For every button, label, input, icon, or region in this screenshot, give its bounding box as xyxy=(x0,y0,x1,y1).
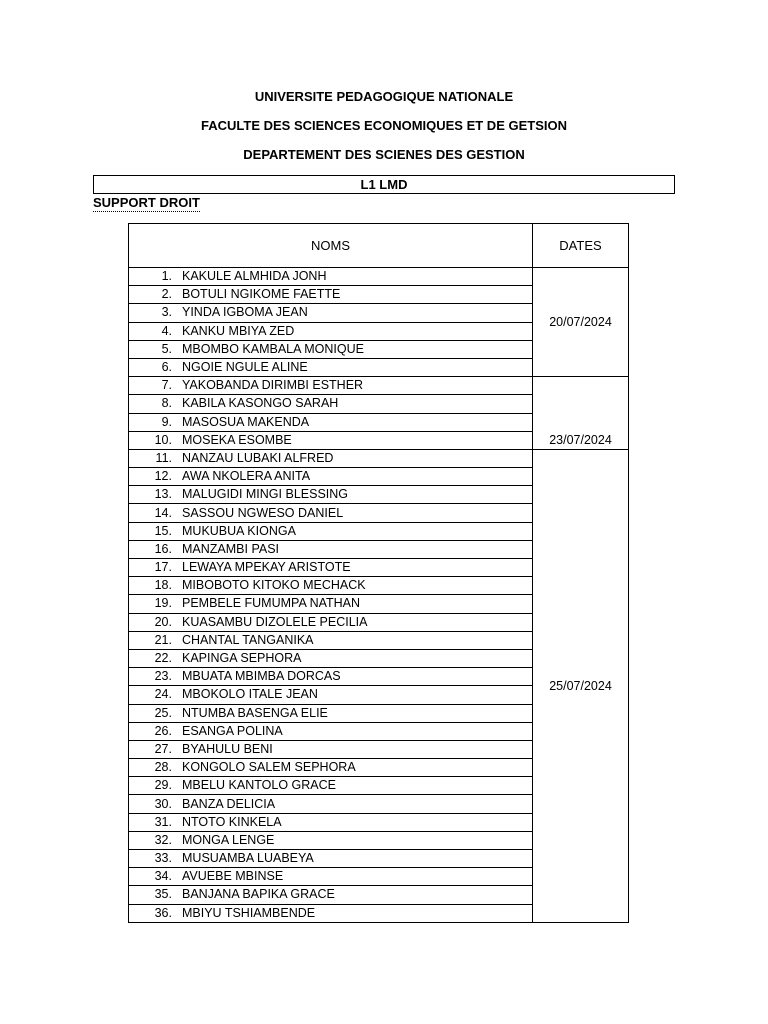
student-number: 31. xyxy=(154,814,172,829)
student-name-cell xyxy=(129,886,533,904)
student-name: NTOTO KINKELA xyxy=(182,814,282,829)
student-name: MONGA LENGE xyxy=(182,832,275,847)
student-name: MOSEKA ESOMBE xyxy=(182,432,292,447)
student-number: 2. xyxy=(161,287,172,302)
student-number: 32. xyxy=(154,832,172,847)
student-name-cell xyxy=(129,340,533,358)
student-name-cell xyxy=(129,595,533,613)
student-number: 23. xyxy=(154,669,172,684)
university-title: UNIVERSITE PEDAGOGIQUE NATIONALE xyxy=(254,89,514,104)
student-name-cell xyxy=(129,504,533,522)
student-number: 12. xyxy=(154,469,172,484)
student-name: MASOSUA MAKENDA xyxy=(182,414,310,429)
student-name-cell xyxy=(129,268,533,286)
student-name-cell xyxy=(129,286,533,304)
student-name-cell xyxy=(129,613,533,631)
student-number: 33. xyxy=(154,851,172,866)
student-number: 24. xyxy=(154,687,172,702)
student-name: SASSOU NGWESO DANIEL xyxy=(182,505,344,520)
student-name: BYAHULU BENI xyxy=(182,741,273,756)
student-number: 5. xyxy=(161,341,172,356)
student-number: 19. xyxy=(154,596,172,611)
student-name: BANZA DELICIA xyxy=(182,796,276,811)
student-name-cell xyxy=(129,831,533,849)
table-body xyxy=(129,268,629,923)
student-number: 11. xyxy=(155,450,172,465)
student-name: MUSUAMBA LUABEYA xyxy=(182,851,314,866)
student-name-cell xyxy=(129,377,533,395)
student-name-cell xyxy=(129,486,533,504)
table-header-row xyxy=(129,224,629,268)
level-box: L1 LMD xyxy=(93,175,675,194)
student-name: BANJANA BAPIKA GRACE xyxy=(182,887,335,902)
student-number: 22. xyxy=(154,651,172,666)
student-name: YINDA IGBOMA JEAN xyxy=(182,305,308,320)
student-number: 27. xyxy=(154,741,172,756)
subject-label: SUPPORT DROIT xyxy=(93,195,200,210)
student-name: KUASAMBU DIZOLELE PECILIA xyxy=(182,614,368,629)
student-name-cell xyxy=(129,322,533,340)
student-number: 15. xyxy=(154,523,172,538)
session-date-cell: 25/07/2024 xyxy=(533,449,629,922)
student-name: KABILA KASONGO SARAH xyxy=(182,396,339,411)
student-name: KANKU MBIYA ZED xyxy=(182,323,295,338)
student-name-cell xyxy=(129,759,533,777)
student-name-cell xyxy=(129,413,533,431)
student-number: 16. xyxy=(154,541,172,556)
student-name-cell xyxy=(129,868,533,886)
student-name: AVUEBE MBINSE xyxy=(182,869,284,884)
student-number: 25. xyxy=(154,705,172,720)
student-name-cell xyxy=(129,449,533,467)
student-name-cell xyxy=(129,522,533,540)
student-number: 36. xyxy=(154,905,172,920)
student-number: 14. xyxy=(154,505,172,520)
names-column-header: NOMS xyxy=(129,224,533,268)
session-date-cell: 20/07/2024 xyxy=(533,268,629,377)
student-name-cell xyxy=(129,304,533,322)
student-number: 4. xyxy=(161,323,172,338)
student-number: 35. xyxy=(154,887,172,902)
student-name: MUKUBUA KIONGA xyxy=(182,523,296,538)
student-name: PEMBELE FUMUMPA NATHAN xyxy=(182,596,361,611)
student-name: KAPINGA SEPHORA xyxy=(182,651,302,666)
student-name-cell xyxy=(129,813,533,831)
table-row xyxy=(129,377,629,395)
student-name-cell xyxy=(129,540,533,558)
student-number: 17. xyxy=(154,560,172,575)
student-name: MBOMBO KAMBALA MONIQUE xyxy=(182,341,364,356)
student-name: MBIYU TSHIAMBENDE xyxy=(182,905,316,920)
student-number: 29. xyxy=(154,778,172,793)
dates-column-header: DATES xyxy=(533,224,629,268)
student-name: NANZAU LUBAKI ALFRED xyxy=(182,450,334,465)
student-name-cell xyxy=(129,559,533,577)
student-number: 28. xyxy=(154,760,172,775)
student-number: 3. xyxy=(161,305,172,320)
table-row xyxy=(129,268,629,286)
student-name: KAKULE ALMHIDA JONH xyxy=(182,269,327,284)
student-number: 30. xyxy=(154,796,172,811)
student-name: MALUGIDI MINGI BLESSING xyxy=(182,487,349,502)
student-name-cell xyxy=(129,358,533,376)
student-number: 7. xyxy=(161,378,172,393)
table-row xyxy=(129,449,629,467)
student-name: MANZAMBI PASI xyxy=(182,541,280,556)
student-name: KONGOLO SALEM SEPHORA xyxy=(182,760,356,775)
student-number: 8. xyxy=(161,396,172,411)
student-name-cell xyxy=(129,395,533,413)
student-number: 21. xyxy=(154,632,172,647)
student-number: 1. xyxy=(161,269,172,284)
faculty-title: FACULTE DES SCIENCES ECONOMIQUES ET DE GETSION xyxy=(201,118,567,133)
student-name: LEWAYA MPEKAY ARISTOTE xyxy=(182,560,351,575)
student-name-cell xyxy=(129,704,533,722)
student-number: 34. xyxy=(154,869,172,884)
student-name: MIBOBOTO KITOKO MECHACK xyxy=(182,578,366,593)
student-name: NTUMBA BASENGA ELIE xyxy=(182,705,328,720)
student-name: MBUATA MBIMBA DORCAS xyxy=(182,669,341,684)
student-name-cell xyxy=(129,722,533,740)
department-title: DEPARTEMENT DES SCIENES DES GESTION xyxy=(243,147,525,162)
student-number: 26. xyxy=(154,723,172,738)
student-name: MBOKOLO ITALE JEAN xyxy=(182,687,318,702)
student-schedule-table xyxy=(128,223,629,923)
student-name-cell xyxy=(129,649,533,667)
student-name-cell xyxy=(129,468,533,486)
student-number: 18. xyxy=(154,578,172,593)
session-date-cell: 23/07/2024 xyxy=(533,377,629,450)
student-name-cell xyxy=(129,431,533,449)
student-number: 13. xyxy=(154,487,172,502)
student-name: ESANGA POLINA xyxy=(182,723,283,738)
student-name: CHANTAL TANGANIKA xyxy=(182,632,314,647)
student-name-cell xyxy=(129,631,533,649)
student-name: AWA NKOLERA ANITA xyxy=(182,469,311,484)
student-name-cell xyxy=(129,795,533,813)
student-name: YAKOBANDA DIRIMBI ESTHER xyxy=(182,378,364,393)
student-name-cell xyxy=(129,686,533,704)
student-name-cell xyxy=(129,777,533,795)
student-name-cell xyxy=(129,577,533,595)
student-name: MBELU KANTOLO GRACE xyxy=(182,778,336,793)
student-name: NGOIE NGULE ALINE xyxy=(182,360,308,375)
student-name: BOTULI NGIKOME FAETTE xyxy=(182,287,341,302)
student-name-cell xyxy=(129,850,533,868)
student-number: 9. xyxy=(161,414,172,429)
student-number: 6. xyxy=(161,360,172,375)
student-name-cell xyxy=(129,668,533,686)
student-number: 20. xyxy=(154,614,172,629)
student-name-cell xyxy=(129,904,533,922)
student-name-cell xyxy=(129,740,533,758)
student-number: 10. xyxy=(154,432,172,447)
